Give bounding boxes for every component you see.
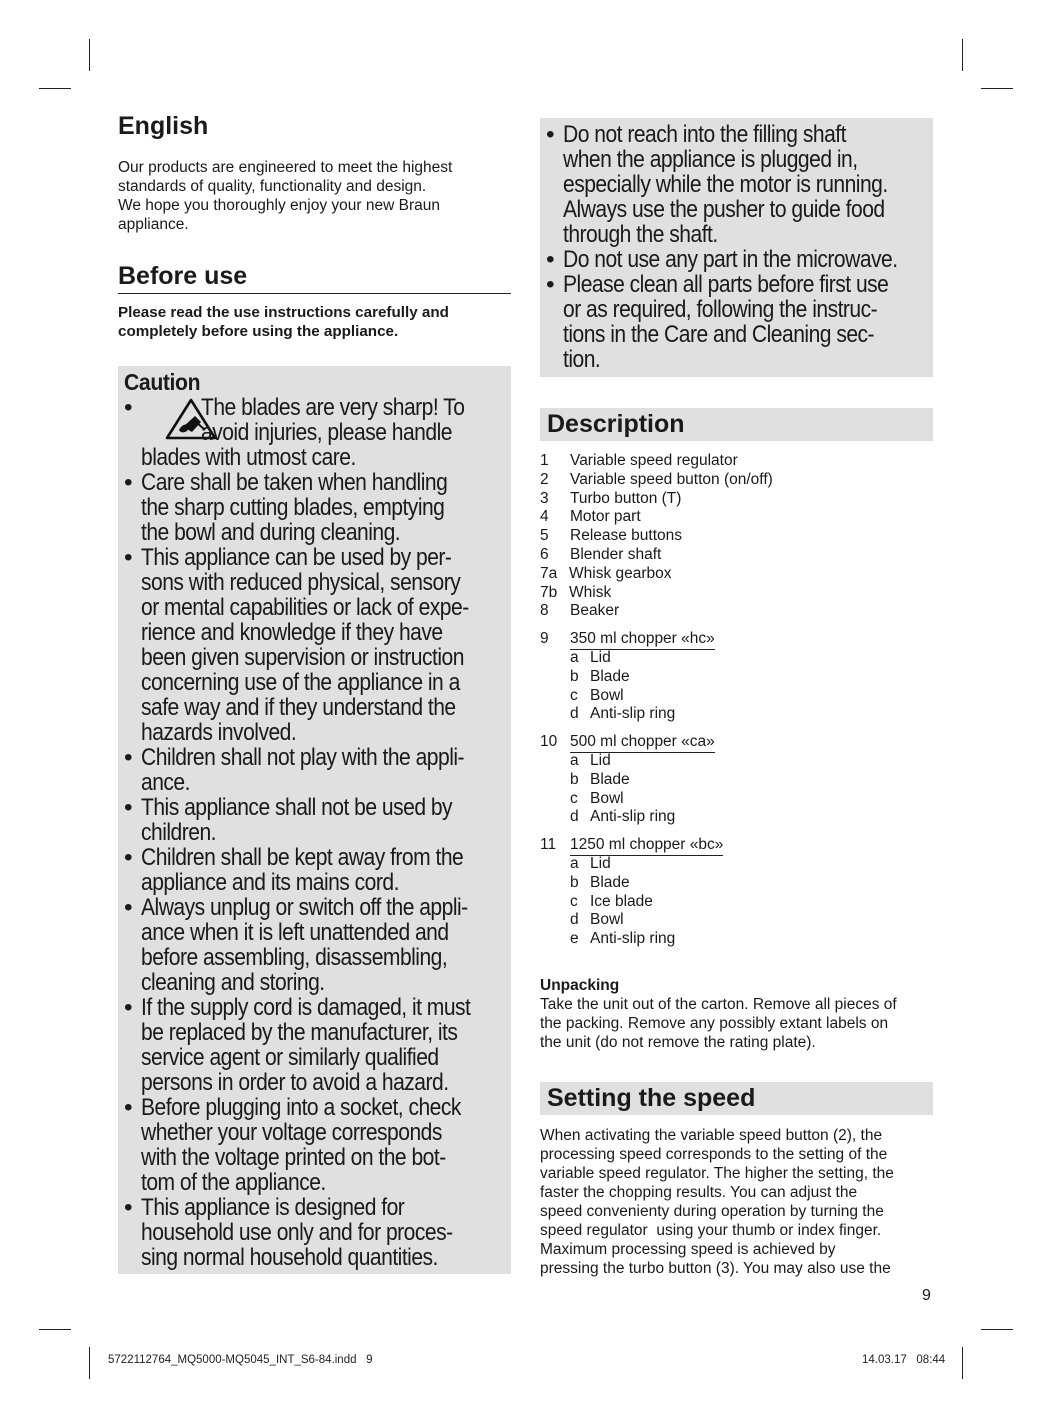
intro-line: appliance. <box>118 216 189 233</box>
crop-mark <box>981 88 1013 89</box>
caution-line: The blades are very sharp! To <box>201 394 465 421</box>
list-item <box>540 649 933 668</box>
part-label: Turbo button (T) <box>570 489 682 507</box>
list-item <box>540 874 933 893</box>
caution-line: or mental capabilities or lack of expe- <box>141 594 469 621</box>
caution-line: This appliance shall not be used by <box>141 794 453 821</box>
caution-item <box>118 470 511 545</box>
caution-line: Do not reach into the filling shaft <box>563 121 846 148</box>
chopper-label: 350 ml chopper «hc» <box>570 630 715 650</box>
crop-mark <box>962 39 963 71</box>
caution-list <box>118 395 511 1270</box>
unpacking-line: Take the unit out of the carton. Remove all pieces of <box>540 996 897 1013</box>
bullet-icon: • <box>124 394 132 421</box>
sub-letter: b <box>570 770 579 788</box>
caution-line: This appliance can be used by per- <box>141 544 452 571</box>
caution-item <box>118 995 511 1095</box>
crop-mark <box>89 1347 90 1379</box>
intro-line: We hope you thoroughly enjoy your new Braun <box>118 197 440 214</box>
list-item <box>540 687 933 706</box>
part-label: Blender shaft <box>570 545 662 563</box>
speed-line: faster the chopping results. You can adjust the <box>540 1184 858 1201</box>
sub-label: Blade <box>590 770 630 788</box>
caution-item <box>118 395 511 470</box>
part-label: Release buttons <box>570 527 683 545</box>
list-item <box>540 490 933 509</box>
caution-line: avoid injuries, please handle <box>201 419 452 446</box>
unpacking-section <box>540 976 940 1052</box>
bullet-icon: • <box>546 271 554 298</box>
caution-line: the sharp cutting blades, emptying <box>141 494 445 521</box>
list-item <box>540 911 933 930</box>
bullet-icon: • <box>124 894 132 921</box>
intro-text <box>118 158 511 234</box>
crop-mark <box>39 88 71 89</box>
sub-label: Bowl <box>590 789 624 807</box>
list-item <box>540 893 933 912</box>
sub-letter: c <box>570 686 578 704</box>
caution-line: be replaced by the manufacturer, its <box>141 1019 458 1046</box>
sub-label: Anti-slip ring <box>590 808 676 826</box>
setting-speed-header <box>540 1082 933 1115</box>
parts-list <box>540 452 933 949</box>
before-use-instructions <box>118 303 511 341</box>
bullet-icon: • <box>124 994 132 1021</box>
part-number: 8 <box>540 602 549 620</box>
sub-label: Anti-slip ring <box>590 930 676 948</box>
caution-line: whether your voltage corresponds <box>141 1119 442 1146</box>
sub-label: Bowl <box>590 686 624 704</box>
list-gap <box>540 621 933 630</box>
caution-title: Caution <box>124 369 201 395</box>
sub-label: Lid <box>590 648 611 666</box>
part-label: Whisk <box>569 583 612 601</box>
part-label: Motor part <box>570 508 641 526</box>
bullet-icon: • <box>124 1194 132 1221</box>
caution-item <box>118 795 511 845</box>
speed-line: Maximum processing speed is achieved by <box>540 1241 836 1258</box>
caution-line: Children shall not play with the appli- <box>141 744 465 771</box>
english-heading: English <box>118 112 209 140</box>
caution-line: If the supply cord is damaged, it must <box>141 994 471 1021</box>
part-number: 5 <box>540 527 549 545</box>
setting-speed-text <box>540 1126 940 1278</box>
unpacking-line: the packing. Remove any possibly extant labels on <box>540 1015 889 1032</box>
caution-line: safe way and if they understand the <box>141 694 456 721</box>
sub-letter: b <box>570 667 579 685</box>
part-label: Variable speed regulator <box>570 452 738 469</box>
list-item <box>540 471 933 490</box>
caution-continued-box <box>540 118 933 377</box>
caution-line: This appliance is designed for <box>141 1194 405 1221</box>
part-number: 4 <box>540 508 549 526</box>
caution-item <box>118 745 511 795</box>
sub-letter: d <box>570 911 579 929</box>
caution-line: Always unplug or switch off the appli- <box>141 894 468 921</box>
crop-mark <box>962 1347 963 1379</box>
sub-label: Lid <box>590 751 611 769</box>
caution-line: when the appliance is plugged in, <box>563 146 858 173</box>
caution-line: Before plugging into a socket, check <box>141 1094 461 1121</box>
caution-line: Do not use any part in the microwave. <box>563 246 898 273</box>
speed-line: speed regulator using your thumb or index finger. <box>540 1222 882 1239</box>
intro-line: standards of quality, functionality and design. <box>118 178 427 195</box>
chopper-label: 1250 ml chopper «bc» <box>570 836 723 856</box>
speed-line: processing speed corresponds to the setting of the <box>540 1146 888 1163</box>
sub-label: Ice blade <box>590 892 653 910</box>
caution-line: before assembling, disassembling, <box>141 944 448 971</box>
part-number: 7a <box>540 564 558 582</box>
list-item <box>540 808 933 827</box>
sub-label: Bowl <box>590 911 624 929</box>
part-label: Whisk gearbox <box>569 564 672 582</box>
list-gap <box>540 827 933 836</box>
caution-line: tion. <box>563 346 601 373</box>
list-item <box>540 836 933 855</box>
bullet-icon: • <box>124 744 132 771</box>
list-item <box>540 855 933 874</box>
part-label: Beaker <box>570 602 620 620</box>
part-number: 6 <box>540 545 549 563</box>
setting-speed-heading: Setting the speed <box>547 1084 756 1112</box>
chopper-label: 500 ml chopper «ca» <box>570 733 715 753</box>
list-item <box>540 790 933 809</box>
sub-label: Blade <box>590 667 630 685</box>
caution-line: concerning use of the appliance in a <box>141 669 460 696</box>
part-label: Variable speed button (on/off) <box>570 470 773 488</box>
caution-line: Please clean all parts before first use <box>563 271 889 298</box>
caution-line: Care shall be taken when handling <box>141 469 448 496</box>
bullet-icon: • <box>124 544 132 571</box>
part-number: 9 <box>540 630 549 648</box>
unpacking-heading: Unpacking <box>540 977 620 994</box>
list-item <box>540 771 933 790</box>
bullet-icon: • <box>546 121 554 148</box>
caution-item <box>118 845 511 895</box>
caution-line: sing normal household quantities. <box>141 1244 438 1271</box>
sub-letter: e <box>570 930 579 948</box>
caution-line: blades with utmost care. <box>141 444 356 471</box>
list-item <box>540 452 933 471</box>
list-item <box>540 668 933 687</box>
caution-line: Children shall be kept away from the <box>141 844 464 871</box>
bullet-icon: • <box>124 794 132 821</box>
sub-letter: a <box>570 648 579 666</box>
instruction-line: completely before using the appliance. <box>118 323 399 340</box>
description-header <box>540 408 933 441</box>
sub-letter: c <box>570 892 578 910</box>
caution-line: rience and knowledge if they have <box>141 619 443 646</box>
list-item <box>540 930 933 949</box>
bullet-icon: • <box>546 246 554 273</box>
speed-line: variable speed regulator. The higher the setting, the <box>540 1165 894 1182</box>
sub-letter: a <box>570 751 579 769</box>
part-number: 10 <box>540 733 558 751</box>
caution-line: service agent or similarly qualified <box>141 1044 439 1071</box>
part-number: 11 <box>540 836 557 854</box>
bullet-icon: • <box>124 469 132 496</box>
caution-item <box>540 122 933 247</box>
caution-line: cleaning and storing. <box>141 969 325 996</box>
list-item <box>540 602 933 621</box>
caution-line: especially while the motor is running. <box>563 171 888 198</box>
caution-box <box>118 366 511 1274</box>
caution-line: appliance and its mains cord. <box>141 869 399 896</box>
list-gap <box>540 724 933 733</box>
caution-item <box>540 247 933 272</box>
caution-line: the bowl and during cleaning. <box>141 519 401 546</box>
crop-mark <box>981 1329 1013 1330</box>
description-heading: Description <box>547 410 685 438</box>
caution-item <box>118 545 511 745</box>
sub-label: Blade <box>590 873 630 891</box>
list-item <box>540 508 933 527</box>
caution-line: sons with reduced physical, sensory <box>141 569 461 596</box>
footer-date: 14.03.17 08:44 <box>862 1354 946 1366</box>
sub-letter: d <box>570 705 579 723</box>
sub-letter: a <box>570 854 579 872</box>
part-number: 7b <box>540 583 558 601</box>
speed-line: When activating the variable speed button (2), the <box>540 1127 883 1144</box>
sub-label: Lid <box>590 854 611 872</box>
warning-row <box>141 395 511 445</box>
caution-line: Always use the pusher to guide food <box>563 196 885 223</box>
caution-line: tom of the appliance. <box>141 1169 326 1196</box>
caution-line: or as required, following the instruc- <box>563 296 878 323</box>
speed-line: pressing the turbo button (3). You may also use the <box>540 1260 891 1277</box>
caution-line: with the voltage printed on the bot- <box>141 1144 446 1171</box>
caution-item <box>118 895 511 995</box>
crop-mark <box>89 39 90 71</box>
list-item <box>540 584 933 603</box>
caution-line: been given supervision or instruction <box>141 644 464 671</box>
sub-letter: b <box>570 873 579 891</box>
caution-item <box>540 272 933 372</box>
caution-line: household use only and for proces- <box>141 1219 453 1246</box>
page-number: 9 <box>922 1287 931 1304</box>
speed-line: speed convenienty during operation by turning the <box>540 1203 884 1220</box>
caution-line: tions in the Care and Cleaning sec- <box>563 321 875 348</box>
caution-line: ance when it is left unattended and <box>141 919 449 946</box>
caution-line: hazards involved. <box>141 719 297 746</box>
list-item <box>540 752 933 771</box>
list-item <box>540 630 933 649</box>
sub-letter: d <box>570 808 579 826</box>
sub-letter: c <box>570 789 578 807</box>
caution-line: persons in order to avoid a hazard. <box>141 1069 449 1096</box>
bullet-icon: • <box>124 1094 132 1121</box>
caution-line: through the shaft. <box>563 221 718 248</box>
bullet-icon: • <box>124 844 132 871</box>
instruction-line: Please read the use instructions carefully and <box>118 304 449 321</box>
list-item <box>540 527 933 546</box>
caution-item <box>118 1195 511 1270</box>
list-item <box>540 733 933 752</box>
before-use-heading: Before use <box>118 262 248 290</box>
list-item <box>540 565 933 584</box>
caution-item <box>118 1095 511 1195</box>
part-number: 2 <box>540 470 549 488</box>
sub-label: Anti-slip ring <box>590 705 676 723</box>
list-item <box>540 705 933 724</box>
intro-line: Our products are engineered to meet the highest <box>118 159 453 176</box>
footer-file-info: 5722112764_MQ5000-MQ5045_INT_S6-84.indd 9 <box>108 1354 373 1366</box>
unpacking-line: the unit (do not remove the rating plate). <box>540 1034 816 1051</box>
crop-mark <box>39 1329 71 1330</box>
caution-continued-list <box>540 122 933 372</box>
part-number: 1 <box>540 452 549 469</box>
caution-line: ance. <box>141 769 190 796</box>
list-item <box>540 546 933 565</box>
caution-line: children. <box>141 819 217 846</box>
before-use-rule <box>118 293 511 294</box>
part-number: 3 <box>540 489 549 507</box>
